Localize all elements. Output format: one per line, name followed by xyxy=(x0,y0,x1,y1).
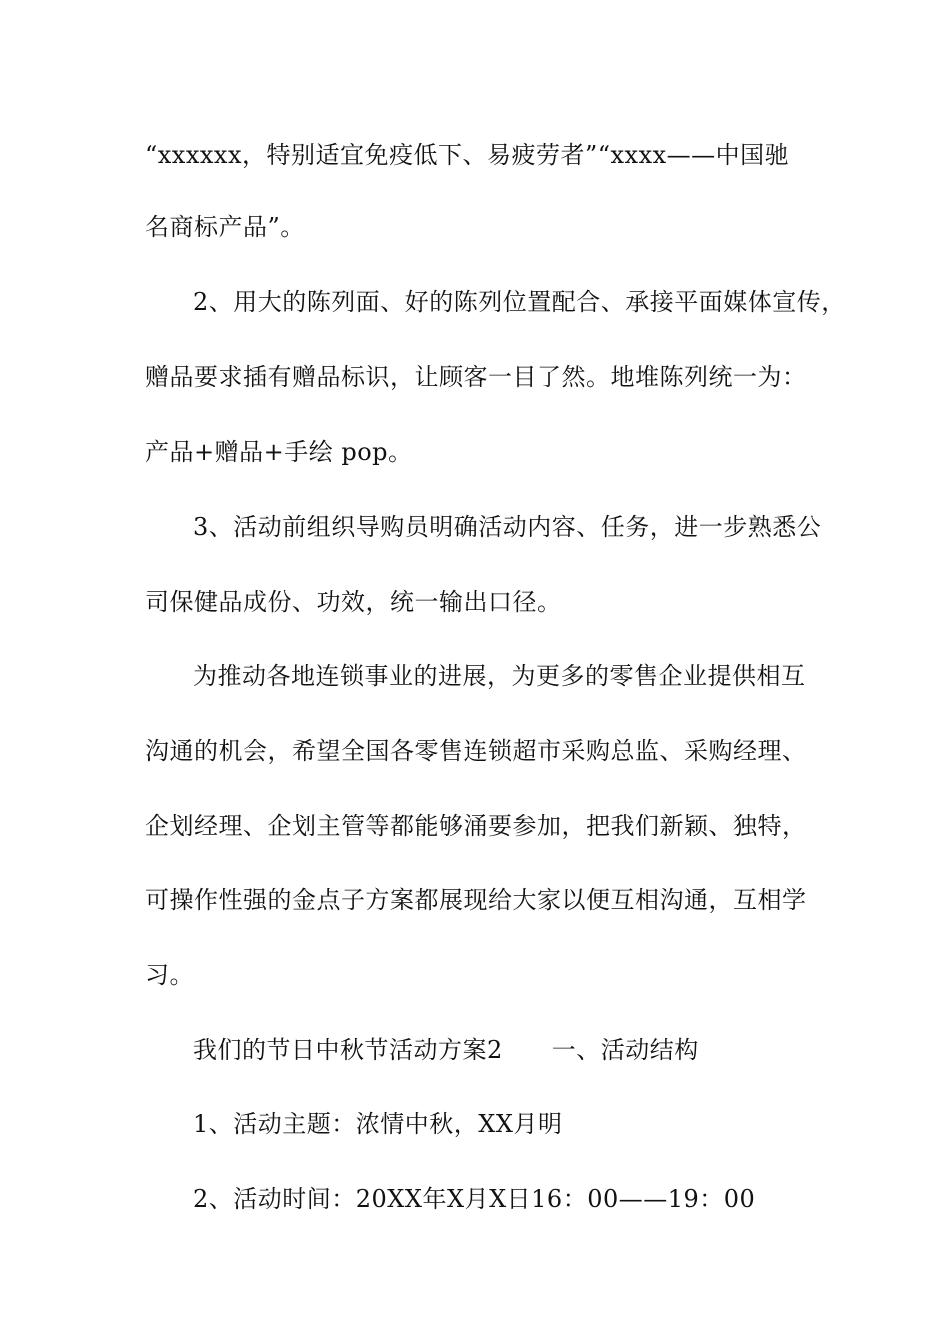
text-line-10: 企划经理、企划主管等都能够涌要参加，把我们新颖、独特， xyxy=(145,812,807,840)
text-line-11: 可操作性强的金点子方案都展现给大家以便互相沟通，互相学 xyxy=(145,886,807,914)
text-line-1: “xxxxxx，特别适宜免疫低下、易疲劳者”“xxxx——中国驰 xyxy=(145,141,790,169)
text-line-5: 产品+赠品+手绘 pop。 xyxy=(145,438,413,466)
text-line-2: 名商标产品”。 xyxy=(145,213,305,241)
text-line-15: 2、活动时间：20XX年X月X日16：00——19：00 xyxy=(193,1185,756,1213)
text-line-14: 1、活动主题：浓情中秋，XX月明 xyxy=(193,1110,563,1138)
text-line-7: 司保健品成份、功效，统一输出口径。 xyxy=(145,588,562,616)
text-line-6: 3、活动前组织导购员明确活动内容、任务，进一步熟悉公 xyxy=(193,513,822,541)
text-line-4: 赠品要求插有赠品标识，让顾客一目了然。地堆陈列统一为： xyxy=(145,363,807,391)
text-line-12: 习。 xyxy=(145,961,194,989)
text-line-9: 沟通的机会，希望全国各零售连锁超市采购总监、采购经理、 xyxy=(145,737,807,765)
text-line-8: 为推动各地连锁事业的进展，为更多的零售企业提供相互 xyxy=(193,662,806,690)
text-line-13: 我们的节日中秋节活动方案2 一、活动结构 xyxy=(193,1036,699,1064)
text-line-3: 2、用大的陈列面、好的陈列位置配合、承接平面媒体宣传， xyxy=(193,288,846,316)
